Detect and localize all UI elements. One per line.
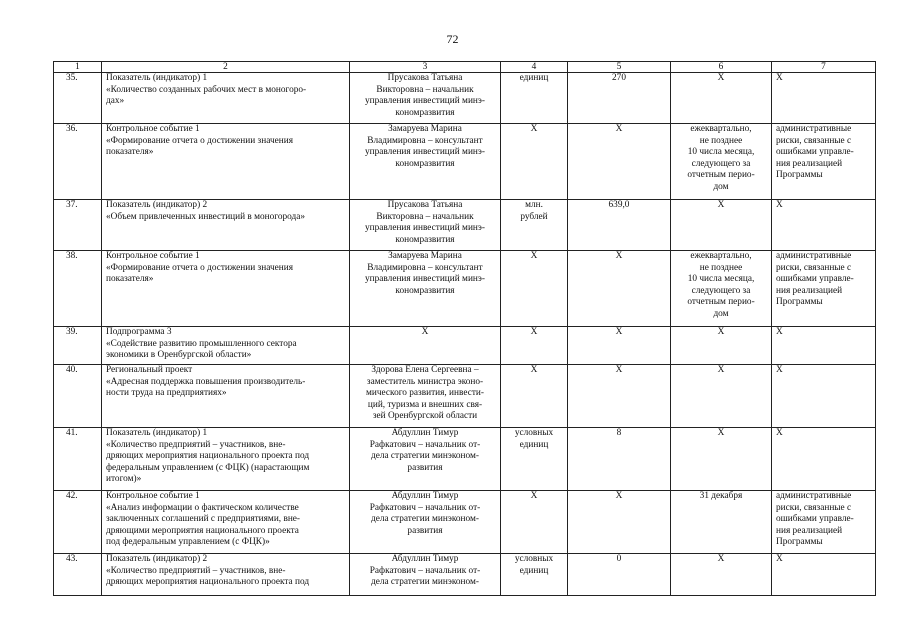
cell-text-line: X bbox=[615, 365, 623, 375]
cell-text-line: 10 числа месяца, bbox=[687, 274, 755, 285]
cell-text-line: 639,0 bbox=[608, 200, 630, 210]
cell-text-line: «Формирование отчета о достижении значения bbox=[106, 262, 293, 273]
cell-text-line: кономразвития bbox=[395, 285, 455, 296]
row-unit bbox=[501, 124, 568, 200]
cell-text-line: не позднее bbox=[699, 262, 743, 273]
column-header-5: 5 bbox=[568, 62, 671, 73]
row-responsible bbox=[350, 124, 501, 200]
cell-text-line: условных bbox=[514, 428, 554, 438]
cell-text-line: условных bbox=[514, 554, 554, 564]
cell-text-line: «Количество предприятий – участников, вне- bbox=[106, 565, 286, 576]
cell-text-line: «Содействие развитию промышленного сектора bbox=[106, 338, 297, 349]
cell-text-line: экономики в Оренбургской области» bbox=[106, 350, 252, 361]
cell-text-line: Абдуллин Тимур bbox=[391, 554, 459, 564]
row-period bbox=[671, 365, 772, 428]
row-unit bbox=[501, 554, 568, 596]
document-table bbox=[53, 61, 876, 596]
row-number: 35. bbox=[54, 73, 102, 124]
cell-text-line: Контрольное событие 1 bbox=[106, 491, 200, 501]
cell-text-line: Контрольное событие 1 bbox=[106, 251, 200, 261]
table-row bbox=[54, 491, 876, 554]
cell-text-line: ежеквартально, bbox=[690, 251, 752, 261]
cell-text-line: ния реализацией bbox=[776, 525, 843, 536]
cell-text-line: 0 bbox=[616, 554, 622, 564]
cell-text-line: Владимировна – консультант bbox=[367, 262, 483, 273]
cell-text-line: дела стратегии минэконом- bbox=[370, 514, 479, 525]
cell-text-line: кономразвития bbox=[395, 158, 455, 169]
cell-text-line: X bbox=[530, 327, 538, 337]
cell-text-line: административные bbox=[776, 124, 852, 134]
cell-text-line: управления инвестиций минэ- bbox=[365, 147, 485, 158]
cell-text-line: отчетным перио- bbox=[687, 297, 755, 308]
cell-text-line: управления инвестиций минэ- bbox=[365, 274, 485, 285]
row-risks bbox=[772, 200, 876, 251]
row-name bbox=[102, 73, 350, 124]
cell-text-line: мического развития, инвести- bbox=[366, 388, 484, 399]
row-period bbox=[671, 428, 772, 491]
cell-text-line: развития bbox=[407, 462, 443, 473]
column-header-6: 6 bbox=[671, 62, 772, 73]
table-row bbox=[54, 365, 876, 428]
cell-text-line: отчетным перио- bbox=[687, 170, 755, 181]
cell-text-line: Показатель (индикатор) 2 bbox=[106, 200, 208, 210]
row-responsible bbox=[350, 554, 501, 596]
cell-text-line: дом bbox=[713, 308, 729, 319]
row-value bbox=[568, 200, 671, 251]
cell-text-line: не позднее bbox=[699, 135, 743, 146]
cell-text-line: X bbox=[615, 491, 623, 501]
cell-text-line: Абдуллин Тимур bbox=[391, 491, 459, 501]
cell-text-line: X bbox=[717, 428, 725, 438]
cell-text-line: Подпрограмма 3 bbox=[106, 327, 172, 337]
table-row bbox=[54, 251, 876, 327]
row-value bbox=[568, 491, 671, 554]
cell-text-line: X bbox=[530, 251, 538, 261]
row-number: 37. bbox=[54, 200, 102, 251]
cell-text-line: показателя» bbox=[106, 274, 154, 285]
row-number: 42. bbox=[54, 491, 102, 554]
row-name bbox=[102, 554, 350, 596]
cell-text-line: дряющих мероприятия национального проекта под bbox=[106, 577, 310, 588]
row-value bbox=[568, 365, 671, 428]
cell-text-line: заключенных соглашений с предприятиями, вне- bbox=[106, 514, 301, 525]
cell-text-line: X bbox=[717, 554, 725, 564]
cell-text-line: ния реализацией bbox=[776, 285, 843, 296]
table-row bbox=[54, 200, 876, 251]
cell-text-line: развития bbox=[407, 525, 443, 536]
row-responsible bbox=[350, 73, 501, 124]
row-name bbox=[102, 491, 350, 554]
cell-text-line: дряющими мероприятия национального проекта bbox=[106, 525, 299, 536]
table-row bbox=[54, 554, 876, 596]
cell-text-line: X bbox=[776, 428, 783, 438]
table-body bbox=[54, 73, 876, 596]
cell-text-line: Прусакова Татьяна bbox=[387, 200, 463, 210]
cell-text-line: следующего за bbox=[691, 285, 751, 296]
cell-text-line: X bbox=[615, 327, 623, 337]
column-header-4: 4 bbox=[501, 62, 568, 73]
cell-text-line: Викторовна – начальник bbox=[376, 211, 474, 222]
cell-text-line: X bbox=[776, 200, 783, 210]
cell-text-line: административные bbox=[776, 251, 852, 261]
column-header-3: 3 bbox=[350, 62, 501, 73]
cell-text-line: ежеквартально, bbox=[690, 124, 752, 134]
cell-text-line: X bbox=[717, 200, 725, 210]
cell-text-line: Рафкатович – начальник от- bbox=[369, 502, 481, 513]
cell-text-line: кономразвития bbox=[395, 234, 455, 245]
cell-text-line: единиц bbox=[519, 439, 549, 450]
row-value bbox=[568, 73, 671, 124]
cell-text-line: 270 bbox=[612, 73, 626, 83]
row-number: 43. bbox=[54, 554, 102, 596]
row-period bbox=[671, 491, 772, 554]
cell-text-line: показателя» bbox=[106, 147, 154, 158]
page-number: 72 bbox=[446, 32, 459, 46]
row-period bbox=[671, 327, 772, 365]
row-risks bbox=[772, 554, 876, 596]
cell-text-line: единиц bbox=[519, 565, 549, 576]
cell-text-line: Показатель (индикатор) 2 bbox=[106, 554, 208, 564]
table-row bbox=[54, 124, 876, 200]
cell-text-line: заместитель министра эконо- bbox=[366, 376, 484, 387]
cell-text-line: млн. bbox=[525, 200, 543, 210]
cell-text-line: «Анализ информации о фактическом количестве bbox=[106, 502, 299, 513]
row-period bbox=[671, 251, 772, 327]
column-header-1: 1 bbox=[54, 62, 102, 73]
row-period bbox=[671, 554, 772, 596]
table-row bbox=[54, 428, 876, 491]
table-row bbox=[54, 327, 876, 365]
cell-text-line: ния реализацией bbox=[776, 158, 843, 169]
cell-text-line: Показатель (индикатор) 1 bbox=[106, 73, 208, 83]
row-number: 40. bbox=[54, 365, 102, 428]
cell-text-line: дом bbox=[713, 181, 729, 192]
cell-text-line: 31 декабря bbox=[699, 491, 743, 501]
cell-text-line: X bbox=[776, 327, 783, 337]
cell-text-line: дела стратегии минэконом- bbox=[370, 577, 479, 588]
cell-text-line: следующего за bbox=[691, 158, 751, 169]
row-value bbox=[568, 428, 671, 491]
cell-text-line: 10 числа месяца, bbox=[687, 147, 755, 158]
cell-text-line: 8 bbox=[616, 428, 622, 438]
row-name bbox=[102, 327, 350, 365]
cell-text-line: X bbox=[615, 124, 623, 134]
row-unit bbox=[501, 491, 568, 554]
row-responsible bbox=[350, 251, 501, 327]
cell-text-line: управления инвестиций минэ- bbox=[365, 223, 485, 234]
row-value bbox=[568, 327, 671, 365]
row-responsible bbox=[350, 200, 501, 251]
row-responsible bbox=[350, 327, 501, 365]
cell-text-line: «Количество предприятий – участников, вне- bbox=[106, 439, 286, 450]
cell-text-line: дела стратегии минэконом- bbox=[370, 451, 479, 462]
cell-text-line: X bbox=[717, 73, 725, 83]
row-risks bbox=[772, 365, 876, 428]
row-number: 36. bbox=[54, 124, 102, 200]
cell-text-line: Замаруева Марина bbox=[388, 251, 462, 261]
cell-text-line: Показатель (индикатор) 1 bbox=[106, 428, 208, 438]
row-risks bbox=[772, 327, 876, 365]
row-risks bbox=[772, 251, 876, 327]
cell-text-line: кономразвития bbox=[395, 107, 455, 118]
row-number: 39. bbox=[54, 327, 102, 365]
cell-text-line: Программы bbox=[776, 297, 823, 308]
table-row bbox=[54, 73, 876, 124]
cell-text-line: дряющих мероприятия национального проекта под bbox=[106, 451, 310, 462]
cell-text-line: ошибками управле- bbox=[776, 274, 854, 285]
row-value bbox=[568, 251, 671, 327]
cell-text-line: Рафкатович – начальник от- bbox=[369, 565, 481, 576]
row-unit bbox=[501, 73, 568, 124]
cell-text-line: Викторовна – начальник bbox=[376, 84, 474, 95]
cell-text-line: X bbox=[530, 124, 538, 134]
column-header-7: 7 bbox=[772, 62, 876, 73]
cell-text-line: X bbox=[776, 73, 783, 83]
cell-text-line: Прусакова Татьяна bbox=[387, 73, 463, 83]
cell-text-line: ошибками управле- bbox=[776, 514, 854, 525]
cell-text-line: X bbox=[530, 365, 538, 375]
cell-text-line: «Объем привлеченных инвестиций в моногорода» bbox=[106, 211, 306, 222]
table-header-row bbox=[54, 62, 876, 73]
cell-text-line: риски, связанные с bbox=[776, 135, 852, 146]
cell-text-line: X bbox=[717, 327, 725, 337]
cell-text-line: X bbox=[776, 365, 783, 375]
row-risks bbox=[772, 73, 876, 124]
cell-text-line: дах» bbox=[106, 96, 125, 107]
row-risks bbox=[772, 124, 876, 200]
cell-text-line: административные bbox=[776, 491, 852, 501]
column-header-2: 2 bbox=[102, 62, 350, 73]
row-name bbox=[102, 365, 350, 428]
row-unit bbox=[501, 428, 568, 491]
row-responsible bbox=[350, 428, 501, 491]
cell-text-line: Рафкатович – начальник от- bbox=[369, 439, 481, 450]
cell-text-line: «Формирование отчета о достижении значения bbox=[106, 135, 293, 146]
row-period bbox=[671, 200, 772, 251]
row-risks bbox=[772, 491, 876, 554]
cell-text-line: Владимировна – консультант bbox=[367, 135, 483, 146]
row-number: 41. bbox=[54, 428, 102, 491]
row-name bbox=[102, 428, 350, 491]
cell-text-line: управления инвестиций минэ- bbox=[365, 96, 485, 107]
cell-text-line: ности труда на предприятиях» bbox=[106, 388, 227, 399]
row-number: 38. bbox=[54, 251, 102, 327]
cell-text-line: Контрольное событие 1 bbox=[106, 124, 200, 134]
cell-text-line: «Количество созданных рабочих мест в моногоро- bbox=[106, 84, 307, 95]
cell-text-line: ошибками управле- bbox=[776, 147, 854, 158]
cell-text-line: X bbox=[530, 491, 538, 501]
row-unit bbox=[501, 365, 568, 428]
row-unit bbox=[501, 327, 568, 365]
cell-text-line: риски, связанные с bbox=[776, 262, 852, 273]
row-name bbox=[102, 200, 350, 251]
row-period bbox=[671, 124, 772, 200]
cell-text-line: X bbox=[717, 365, 725, 375]
row-value bbox=[568, 554, 671, 596]
cell-text-line: X bbox=[776, 554, 783, 564]
cell-text-line: X bbox=[421, 327, 429, 337]
row-responsible bbox=[350, 491, 501, 554]
cell-text-line: Здорова Елена Сергеевна – bbox=[371, 365, 479, 375]
row-unit bbox=[501, 200, 568, 251]
row-unit bbox=[501, 251, 568, 327]
cell-text-line: рублей bbox=[520, 211, 548, 222]
row-name bbox=[102, 251, 350, 327]
cell-text-line: Программы bbox=[776, 537, 823, 548]
cell-text-line: Замаруева Марина bbox=[388, 124, 462, 134]
cell-text-line: ций, туризма и внешних свя- bbox=[367, 399, 483, 410]
cell-text-line: под федеральным управлением (с ФЦК)» bbox=[106, 537, 270, 548]
row-period bbox=[671, 73, 772, 124]
row-risks bbox=[772, 428, 876, 491]
cell-text-line: федеральным управлением (с ФЦК) (нарастающим bbox=[106, 462, 310, 473]
cell-text-line: единиц bbox=[519, 73, 549, 83]
cell-text-line: Программы bbox=[776, 170, 823, 181]
cell-text-line: Абдуллин Тимур bbox=[391, 428, 459, 438]
cell-text-line: X bbox=[615, 251, 623, 261]
row-name bbox=[102, 124, 350, 200]
cell-text-line: Региональный проект bbox=[106, 365, 193, 375]
cell-text-line: итогом)» bbox=[106, 474, 142, 485]
cell-text-line: зей Оренбургской области bbox=[372, 411, 478, 422]
cell-text-line: «Адресная поддержка повышения производитель- bbox=[106, 376, 306, 387]
row-responsible bbox=[350, 365, 501, 428]
row-value bbox=[568, 124, 671, 200]
cell-text-line: риски, связанные с bbox=[776, 502, 852, 513]
